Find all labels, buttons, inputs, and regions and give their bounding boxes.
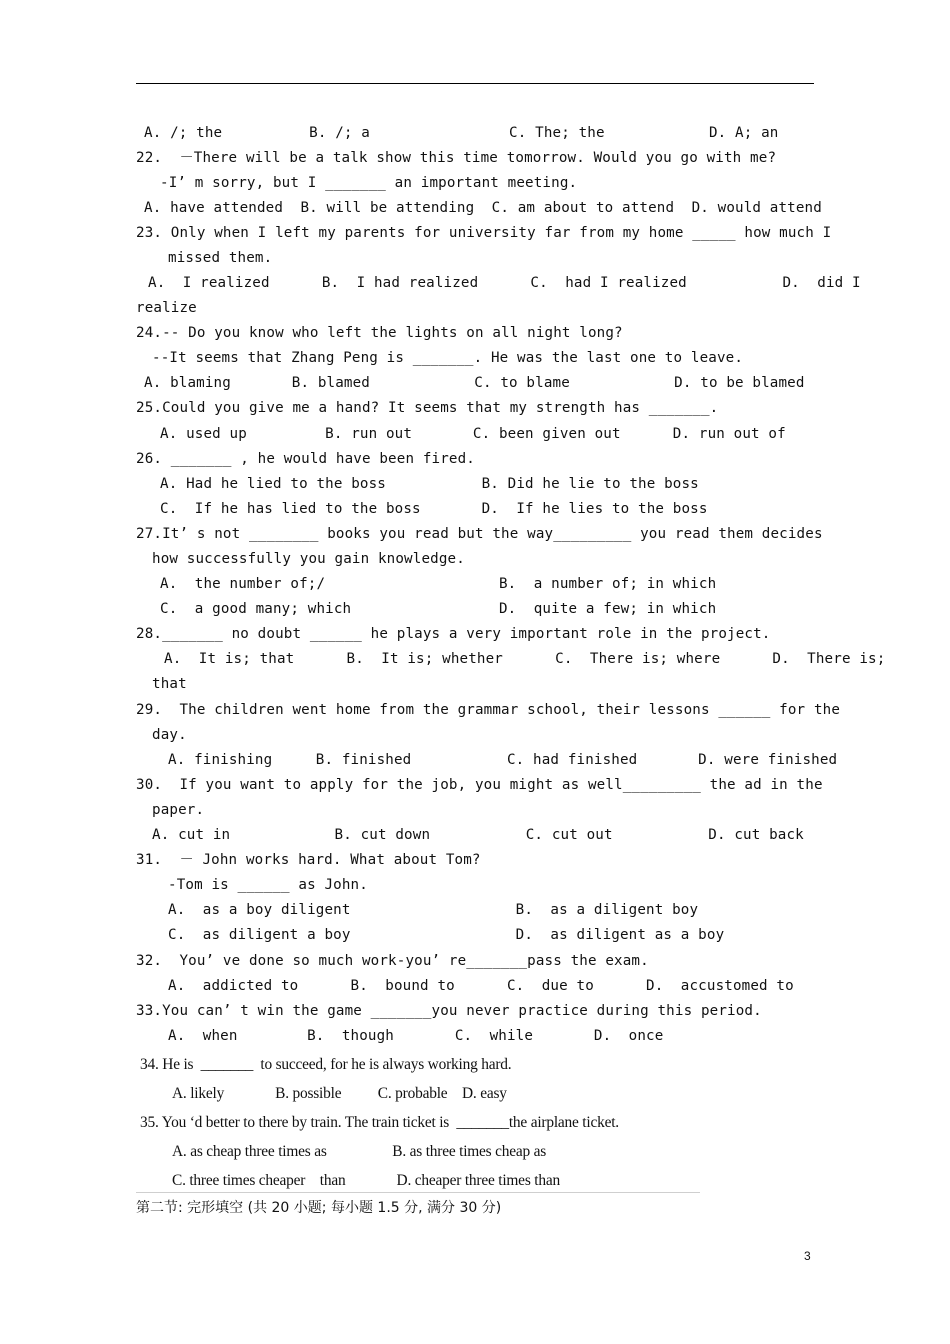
text-line: --It seems that Zhang Peng is _______. He was the last one to leave. — [152, 350, 744, 366]
text-line: 31. － John works hard. What about Tom? — [136, 852, 481, 868]
text-line: 23. Only when I left my parents for university far from my home _____ how much I — [136, 225, 832, 241]
text-line: 22. －There will be a talk show this time tomorrow. Would you go with me? — [136, 150, 777, 166]
text-line: A. It is; that B. It is; whether C. There is; where D. There is; — [164, 651, 886, 667]
text-line: A. blaming B. blamed C. to blame D. to be blamed — [144, 375, 805, 391]
text-line: -Tom is ______ as John. — [168, 877, 368, 893]
text-line: C. If he has lied to the boss D. If he lies to the boss — [160, 501, 708, 517]
text-line: C. a good many; which D. quite a few; in which — [160, 601, 717, 617]
text-line: 第二节: 完形填空 (共 20 小题; 每小题 1.5 分, 满分 30 分) — [136, 1200, 502, 1216]
text-line: day. — [152, 727, 187, 743]
text-line: A. as a boy diligent B. as a diligent boy — [168, 902, 699, 918]
text-line: A. finishing B. finished C. had finished D. were finished — [168, 752, 838, 768]
text-line: C. as diligent a boy D. as diligent as a boy — [168, 927, 725, 943]
text-line: A. I realized B. I had realized C. had I realized D. did I — [148, 275, 861, 291]
text-line: realize — [136, 300, 197, 316]
text-line: 28._______ no doubt ______ he plays a very important role in the project. — [136, 626, 771, 642]
text-line: 29. The children went home from the grammar school, their lessons ______ for the — [136, 702, 841, 718]
text-line: A. Had he lied to the boss B. Did he lie to the boss — [160, 476, 699, 492]
text-line: A. have attended B. will be attending C. am about to attend D. would attend — [144, 200, 822, 216]
text-line: that — [152, 676, 187, 692]
text-line: 25.Could you give me a hand? It seems that my strength has _______. — [136, 400, 719, 416]
text-line: 34. He is _______ to succeed, for he is always working hard. — [140, 1056, 512, 1073]
text-line: A. likely B. possible C. probable D. easy — [172, 1085, 507, 1102]
header-rule — [136, 83, 814, 84]
text-line: paper. — [152, 802, 205, 818]
text-line: -I’ m sorry, but I _______ an important meeting. — [160, 175, 578, 191]
text-line: 33.You can’ t win the game _______you never practice during this period. — [136, 1003, 762, 1019]
text-line: A. /; the B. /; a C. The; the D. A; an — [144, 125, 779, 141]
text-line: 30. If you want to apply for the job, you might as well_________ the ad in the — [136, 777, 823, 793]
text-line: 35. You ‘d better to there by train. The train ticket is _______the airplane ticket. — [140, 1114, 619, 1131]
text-line: 24.-- Do you know who left the lights on all night long? — [136, 325, 623, 341]
text-line: A. as cheap three times as B. as three times cheap as — [172, 1143, 547, 1160]
text-line: A. when B. though C. while D. once — [168, 1028, 664, 1044]
text-line: 32. You’ ve done so much work-you’ re_______pass the exam. — [136, 953, 649, 969]
text-line: 27.It’ s not ________ books you read but the way_________ you read them decides — [136, 526, 823, 542]
text-line: C. three times cheaper than D. cheaper three times than — [172, 1172, 560, 1189]
text-line: 26. _______ , he would have been fired. — [136, 451, 475, 467]
page-number: 3 — [804, 1249, 811, 1263]
text-line: missed them. — [168, 250, 273, 266]
text-line: A. addicted to B. bound to C. due to D. accustomed to — [168, 978, 794, 994]
text-line: A. the number of;/ B. a number of; in which — [160, 576, 717, 592]
text-line: A. cut in B. cut down C. cut out D. cut back — [152, 827, 804, 843]
text-line: A. used up B. run out C. been given out D. run out of — [160, 426, 786, 442]
text-line: how successfully you gain knowledge. — [152, 551, 465, 567]
section-rule — [136, 1192, 700, 1193]
